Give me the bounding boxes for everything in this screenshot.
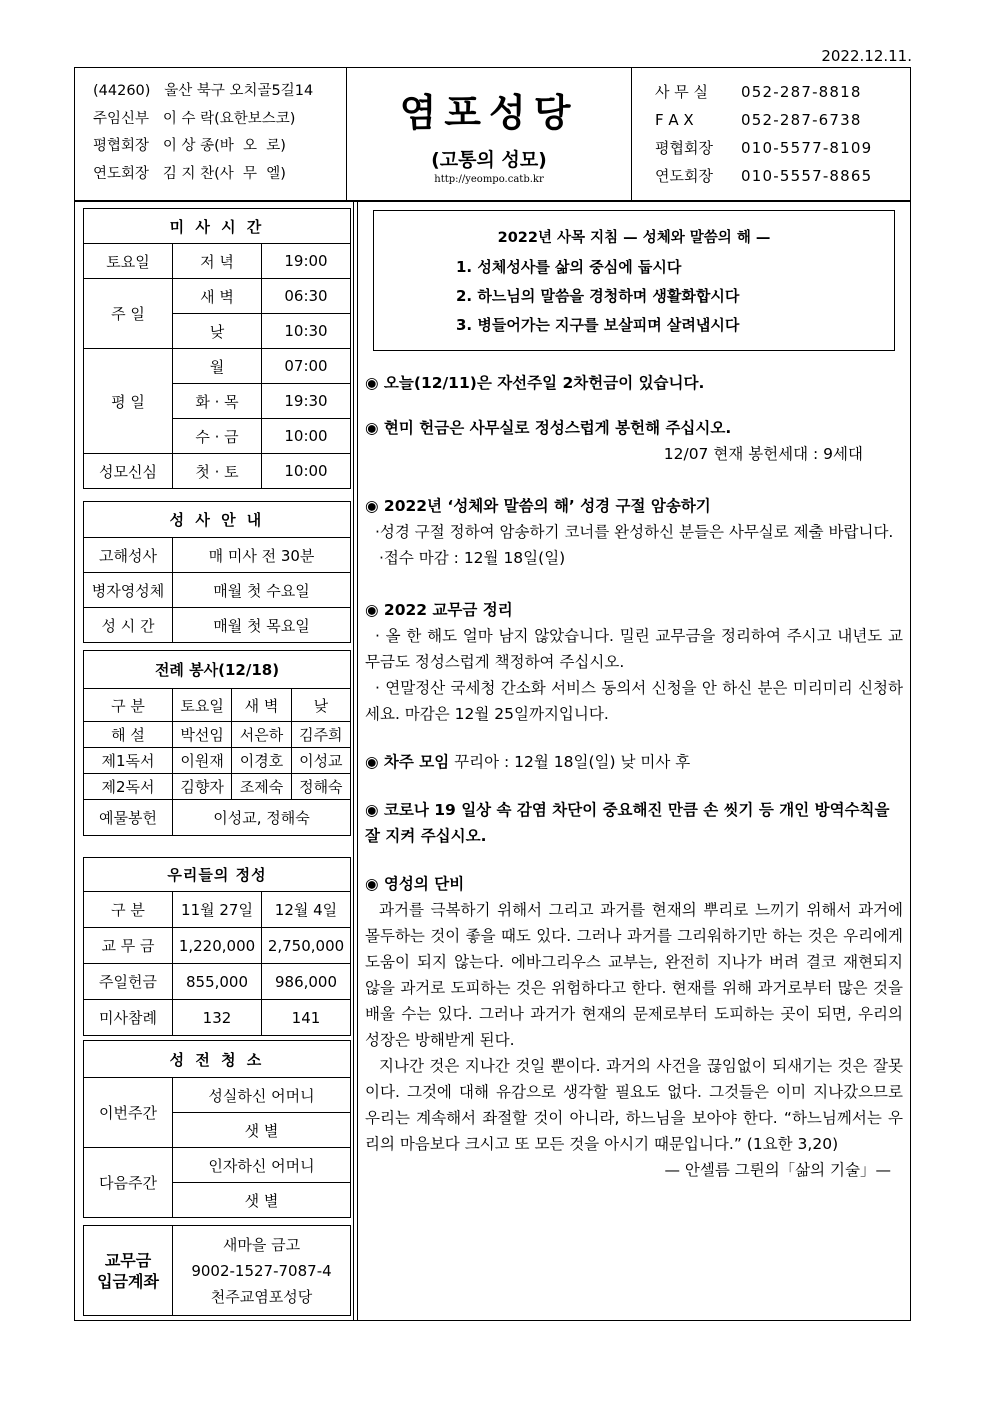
- mass-name: 새 벽: [173, 279, 262, 314]
- notice-detail: ·접수 마감 : 12월 18일(일): [379, 549, 566, 567]
- church-info: [75, 68, 347, 200]
- notice-detail: · 연말정산 국세청 간소화 서비스 동의서 신청을 안 하신 분은 미리미리 신청하세요. 마감은 12월 25일까지입니다.: [365, 679, 903, 723]
- account-table: [83, 1225, 351, 1316]
- cleaning-title: 성 전 청 소: [84, 1041, 351, 1078]
- contacts: [631, 68, 910, 200]
- contact-label: 사 무 실: [655, 83, 709, 101]
- pastor: 주임신부 이 수 락(요한보스코): [93, 110, 296, 127]
- sacrament-value: 매월 첫 목요일: [173, 608, 351, 643]
- mass-time: 10:00: [262, 419, 351, 454]
- mass-times-table: [83, 208, 351, 489]
- contact-row: [655, 162, 910, 190]
- mass-name: 첫 · 토: [173, 454, 262, 489]
- liturgy-name: 서은하: [232, 722, 291, 748]
- liturgy-role: 제1독서: [84, 748, 173, 774]
- contact-label: 평협회장: [655, 139, 713, 157]
- week-label: 이번주간: [84, 1078, 173, 1148]
- reflection-source: — 안셀름 그륀의「삶의 기술」—: [664, 1161, 891, 1179]
- sincerity-value: 132: [173, 1000, 262, 1036]
- day-label: 평 일: [84, 349, 173, 454]
- day-label: 주 일: [84, 279, 173, 349]
- pastoral-policy-box: [373, 210, 895, 351]
- church-url[interactable]: http://yeompo.catb.kr: [434, 174, 544, 185]
- church-subtitle: (고통의 성모): [431, 149, 547, 171]
- liturgy-role: 제2독서: [84, 774, 173, 800]
- notice-detail: · 올 한 해도 얼마 남지 않았습니다. 밀린 교무금을 정리하여 주시고 내년도 교무금도 정성스럽게 책정하여 주십시오.: [365, 627, 903, 671]
- notice-detail: 12/07 현재 봉헌세대 : 9세대: [663, 445, 863, 463]
- bulletin-body: [74, 201, 911, 1321]
- contact-value: 052-287-6738: [741, 111, 862, 129]
- elder-head: 연도회장 김 지 찬(사 무 엘): [93, 165, 286, 182]
- contact-value: 010-5557-8865: [741, 167, 873, 185]
- mass-time: 06:30: [262, 279, 351, 314]
- account-number: 9002-1527-7087-4: [191, 1261, 332, 1280]
- contact-row: [655, 78, 910, 106]
- liturgy-table: [83, 650, 351, 836]
- sincerity-col-header: 11월 27일: [173, 892, 262, 928]
- liturgy-name: 김주희: [291, 722, 350, 748]
- offering-value: 이성교, 정해숙: [173, 800, 351, 836]
- mass-name: 낮: [173, 314, 262, 349]
- notices: [365, 370, 903, 1202]
- sacrament-value: 매월 첫 수요일: [173, 573, 351, 608]
- sincerity-value: 986,000: [262, 964, 351, 1000]
- sacrament-value: 매 미사 전 30분: [173, 538, 351, 573]
- notice-detail: ·성경 구절 정하여 암송하기 코너를 완성하신 분들은 사무실로 제출 바랍니다.: [375, 523, 894, 541]
- mass-name: 수 · 금: [173, 419, 262, 454]
- column-divider: [353, 202, 354, 1320]
- sincerity-col-header: 12월 4일: [262, 892, 351, 928]
- contact-label: 연도회장: [655, 167, 713, 185]
- contact-row: [655, 134, 910, 162]
- sincerity-value: 2,750,000: [262, 928, 351, 964]
- cleaning-group: 샛 별: [173, 1113, 351, 1148]
- policy-title: 2022년 사목 지침 — 성체와 말씀의 해 —: [497, 230, 771, 246]
- liturgy-col-header: 토요일: [173, 689, 232, 722]
- account-holder: 천주교염포성당: [210, 1287, 313, 1306]
- sincerity-value: 141: [262, 1000, 351, 1036]
- notice-title: ◉ 오늘(12/11)은 자선주일 2차헌금이 있습니다.: [365, 374, 705, 392]
- mass-name: 저 녁: [173, 244, 262, 279]
- mass-time: 07:00: [262, 349, 351, 384]
- policy-items: [456, 253, 894, 340]
- notice-title: ◉ 코로나 19 일상 속 감염 차단이 중요해진 만큼 손 씻기 등 개인 방역수칙을 잘 지켜 주십시오.: [365, 801, 890, 845]
- notice-item: [365, 797, 903, 849]
- mass-name: 화 · 목: [173, 384, 262, 419]
- sincerity-value: 1,220,000: [173, 928, 262, 964]
- liturgy-role: 해 설: [84, 722, 173, 748]
- cleaning-table: [83, 1040, 351, 1218]
- notice-title: ◉ 2022 교무금 정리: [365, 601, 513, 619]
- policy-item: 3. 병들어가는 지구를 보살피며 살려냅시다: [456, 316, 740, 334]
- notice-item: [365, 597, 903, 727]
- liturgy-name: 박선임: [173, 722, 232, 748]
- policy-item: 1. 성체성사를 삶의 중심에 둡시다: [456, 258, 682, 276]
- sacrament-label: 고해성사: [84, 538, 173, 573]
- notice-item: [365, 871, 903, 1183]
- account-label-line: 입금계좌: [97, 1271, 159, 1291]
- day-label: 성모신심: [84, 454, 173, 489]
- church-title-block: [347, 68, 632, 200]
- mass-time: 19:30: [262, 384, 351, 419]
- liturgy-name: 김향자: [173, 774, 232, 800]
- account-details: [173, 1226, 351, 1316]
- mass-times-title: 미 사 시 간: [84, 209, 351, 244]
- notice-title: ◉ 현미 헌금은 사무실로 정성스럽게 봉헌해 주십시오.: [365, 419, 732, 437]
- notice-item: [365, 749, 903, 775]
- sincerity-value: 855,000: [173, 964, 262, 1000]
- account-label: [84, 1226, 173, 1316]
- contact-value: 010-5577-8109: [741, 139, 873, 157]
- liturgy-col-header: 낮: [291, 689, 350, 722]
- mass-time: 10:00: [262, 454, 351, 489]
- liturgy-name: 정해숙: [291, 774, 350, 800]
- contact-row: [655, 106, 910, 134]
- notice-title: ◉ 2022년 ‘성체와 말씀의 해’ 성경 구절 암송하기: [365, 497, 711, 515]
- liturgy-name: 이경호: [232, 748, 291, 774]
- sincerity-label: 미사참례: [84, 1000, 173, 1036]
- contact-label: F A X: [655, 111, 694, 129]
- mass-name: 월: [173, 349, 262, 384]
- liturgy-title: 전례 봉사(12/18): [84, 651, 351, 689]
- reflection-paragraph: 과거를 극복하기 위해서 그리고 과거를 현재의 뿌리로 느끼기 위해서 과거에 몰두하는 것이 좋을 때도 있다. 그러나 과거를 그리워하기만 하는 것은 우리에게 도움이 되지 않는다. 에바그리우스 교부는, 완전히 지나가 버려 결코 재현되지 않을 과거로 도피하는 것은 위험하다고 한다. 현재를 위해 과거로부터 많은 것을 배울 수는 있다. 그러나 과거가 현재의 문제로부터 도피하는 곳이 되면, 우리의 성장은 방해받게 된다.: [365, 901, 903, 1049]
- sincerity-label: 교 무 금: [84, 928, 173, 964]
- address: (44260) 울산 북구 오치골5길14: [93, 83, 314, 99]
- sincerity-title: 우리들의 정성: [84, 858, 351, 892]
- bulletin-date: 2022.12.11.: [821, 47, 912, 65]
- liturgy-col-header: 구 분: [84, 689, 173, 722]
- offering-label: 예물봉헌: [84, 800, 173, 836]
- column-divider: [357, 202, 358, 1320]
- contact-value: 052-287-8818: [741, 83, 862, 101]
- notice-item: [365, 493, 903, 571]
- liturgy-name: 이성교: [291, 748, 350, 774]
- mass-time: 10:30: [262, 314, 351, 349]
- account-bank: 새마을 금고: [222, 1235, 301, 1254]
- mass-time: 19:00: [262, 244, 351, 279]
- council-head: 평협회장 이 상 종(바 오 로): [93, 138, 286, 154]
- week-label: 다음주간: [84, 1148, 173, 1218]
- sacrament-label: 병자영성체: [84, 573, 173, 608]
- sacrament-label: 성 시 간: [84, 608, 173, 643]
- sincerity-col-header: 구 분: [84, 892, 173, 928]
- liturgy-col-header: 새 벽: [232, 689, 291, 722]
- church-name: 염포성당: [399, 91, 579, 135]
- liturgy-name: 조제숙: [232, 774, 291, 800]
- sacrament-table: [83, 501, 351, 643]
- cleaning-group: 인자하신 어머니: [173, 1148, 351, 1183]
- notice-item: [365, 415, 903, 467]
- cleaning-group: 샛 별: [173, 1183, 351, 1218]
- sincerity-label: 주일헌금: [84, 964, 173, 1000]
- reflection-paragraph: 지나간 것은 지나간 것일 뿐이다. 과거의 사건을 끊임없이 되새기는 것은 잘못이다. 그것에 대해 유감으로 생각할 필요도 없다. 그것들은 이미 지나갔으므로 우리는 계속해서 좌절할 것이 아니라, 하느님을 보아야 한다. “하느님께서는 우리의 마음보다 크시고 또 모든 것을 아시기 때문입니다.” (1요한 3,20): [365, 1057, 903, 1153]
- notice-title: ◉ 차주 모임: [365, 753, 450, 771]
- sacrament-title: 성 사 안 내: [84, 502, 351, 538]
- notice-detail: 꾸리아 : 12월 18일(일) 낮 미사 후: [449, 753, 691, 771]
- bulletin-header: [74, 67, 911, 201]
- account-label-line: 교무금: [104, 1250, 152, 1270]
- policy-item: 2. 하느님의 말씀을 경청하며 생활화합시다: [456, 287, 740, 305]
- notice-title: ◉ 영성의 단비: [365, 875, 465, 893]
- day-label: 토요일: [84, 244, 173, 279]
- cleaning-group: 성실하신 어머니: [173, 1078, 351, 1113]
- liturgy-name: 이원재: [173, 748, 232, 774]
- sincerity-table: [83, 857, 351, 1036]
- notice-item: [365, 370, 903, 396]
